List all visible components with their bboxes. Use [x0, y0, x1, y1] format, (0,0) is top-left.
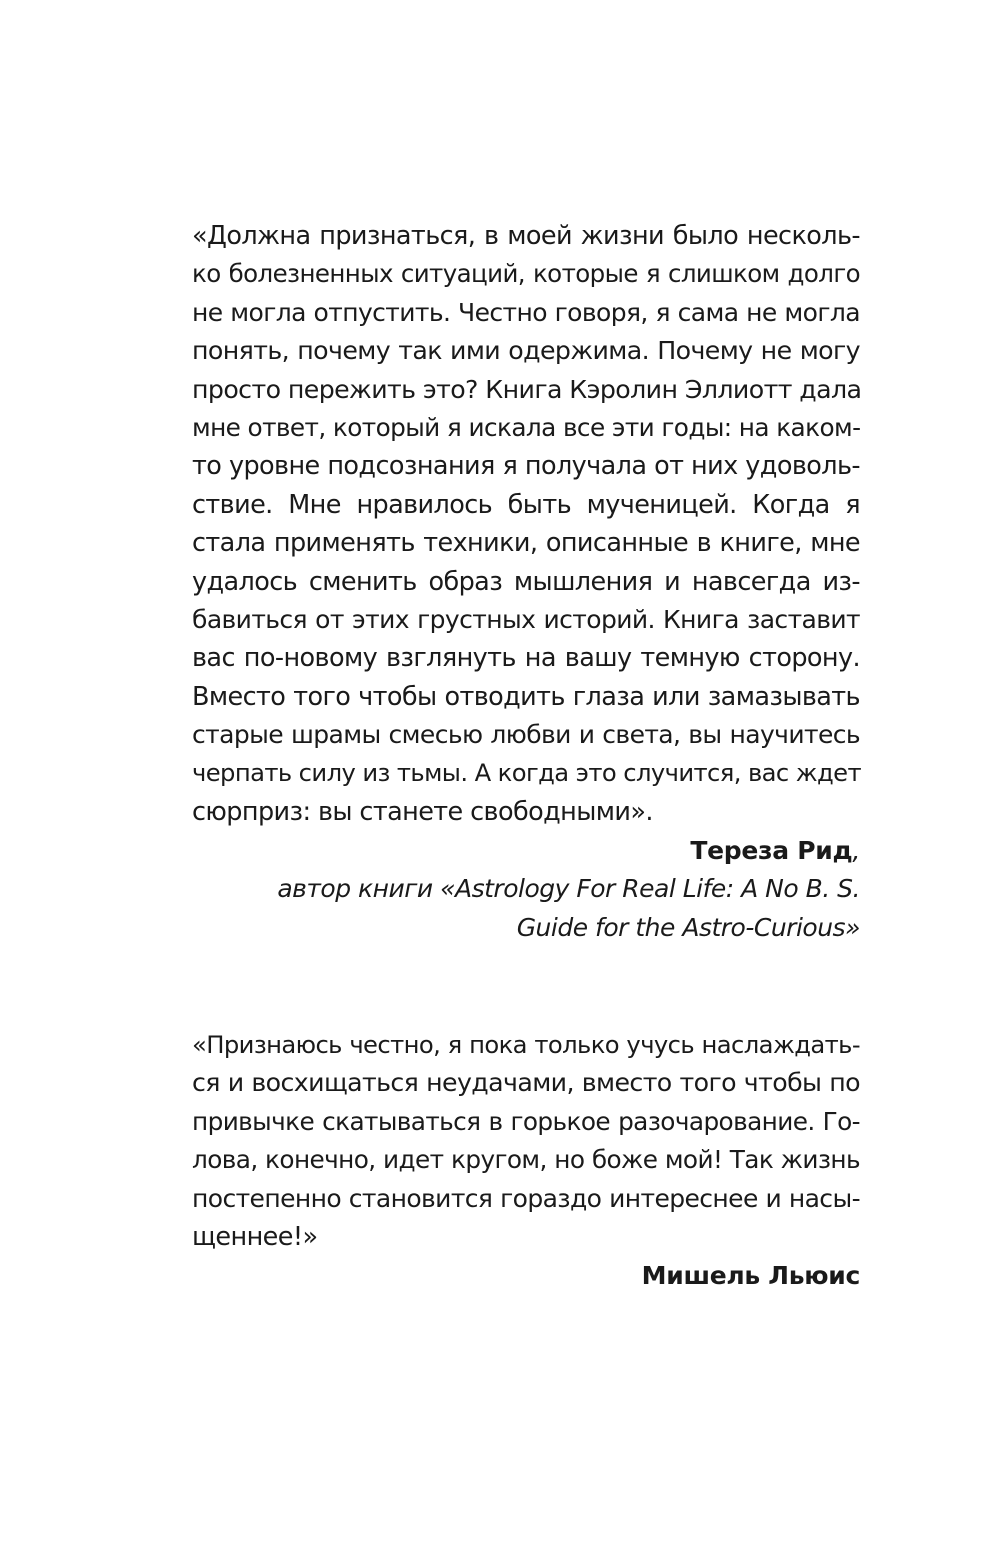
quote-line: то уровне подсознания я получала от них удоволь-	[192, 451, 860, 482]
quote-text	[192, 1026, 860, 1256]
quote-line: понять, почему так ими одержима. Почему не могу	[192, 336, 860, 366]
book-page	[192, 0, 860, 1552]
author-name-comma: ,	[852, 836, 860, 866]
quote-line: мне ответ, который я искала все эти годы: на каком-	[192, 412, 861, 442]
quote-line: бавиться от этих грустных историй. Книга заставит	[192, 604, 860, 634]
testimonial-quote-2	[192, 1026, 860, 1295]
quote-line: вас по-новому взглянуть на вашу темную сторону.	[192, 643, 860, 674]
quote-line: лова, конечно, идет кругом, но боже мой! Так жизнь	[192, 1145, 860, 1175]
quote-line: старые шрамы смесью любви и света, вы научитесь	[192, 720, 860, 750]
quote-text	[192, 217, 860, 831]
quote-line: просто пережить это? Книга Кэролин Эллиотт дала	[192, 374, 862, 404]
quote-line: ствие. Мне нравилось быть мученицей. Когда я	[192, 489, 860, 520]
author-description: автор книги «Astrology For Real Life: A No B. S.	[277, 874, 860, 904]
quote-line: стала применять техники, описанные в книге, мне	[192, 528, 860, 559]
quote-line: ся и восхищаться неудачами, вместо того чтобы по	[192, 1068, 860, 1098]
quote-line: ко болезненных ситуаций, которые я слишком долго	[192, 259, 860, 289]
quote-line: Вместо того чтобы отводить глаза или замазывать	[192, 681, 860, 712]
quote-line: привычке скатываться в горькое разочарование. Го-	[192, 1106, 860, 1136]
quote-line: удалось сменить образ мышления и навсегда из-	[192, 566, 860, 597]
quote-line: «Должна признаться, в моей жизни было несколь-	[192, 221, 860, 251]
quote-line: «Признаюсь честно, я пока только учусь наслаждать-	[192, 1030, 860, 1059]
testimonial-quote-1	[192, 217, 860, 947]
author-description: Guide for the Astro-Curious»	[516, 912, 860, 942]
quote-line: черпать силу из тьмы. А когда это случится, вас ждет	[192, 758, 861, 788]
author-name: Тереза Рид	[690, 836, 853, 866]
quote-author	[192, 831, 860, 870]
quote-line: не могла отпустить. Честно говоря, я сама не могла	[192, 297, 860, 327]
quote-author: Мишель Льюис	[641, 1261, 860, 1291]
quote-line: щеннее!»	[192, 1221, 318, 1252]
quote-line: постепенно становится гораздо интереснее и насы-	[192, 1183, 860, 1213]
quote-line: сюрприз: вы станете свободными».	[192, 796, 653, 827]
